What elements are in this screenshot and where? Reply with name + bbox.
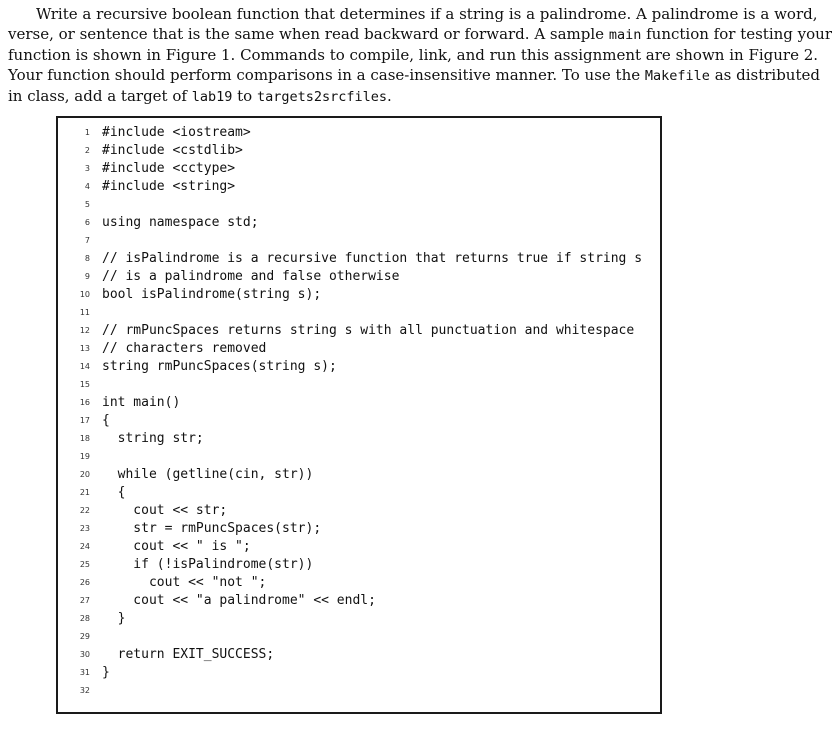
code-line: [72, 448, 658, 466]
code-text: // characters removed: [102, 341, 267, 356]
line-number: 31: [79, 668, 90, 677]
code-line: [72, 142, 658, 160]
line-number: 19: [79, 452, 90, 461]
code-line: [72, 574, 658, 592]
code-text: }: [102, 665, 110, 680]
code-line: [72, 304, 658, 322]
code-text: cout << str;: [102, 503, 228, 518]
inline-code: targets2srcfiles: [256, 89, 387, 105]
code-text: cout << " is ";: [102, 539, 251, 554]
paragraph-text: .: [387, 87, 392, 105]
code-text: // isPalindrome is a recursive function that returns true if string s: [102, 251, 643, 266]
code-line: [72, 430, 658, 448]
code-line: [72, 340, 658, 358]
code-line: [72, 286, 658, 304]
code-text: string rmPuncSpaces(string s);: [102, 359, 337, 374]
code-line: [72, 268, 658, 286]
line-number: 5: [84, 200, 90, 209]
line-number: 11: [79, 308, 90, 317]
code-line: [72, 196, 658, 214]
code-text: cout << "a palindrome" << endl;: [102, 593, 376, 608]
line-number: 1: [84, 128, 90, 137]
code-line: [72, 124, 658, 142]
line-number: 2: [84, 146, 90, 155]
line-number: 3: [84, 164, 90, 173]
code-text: int main(): [102, 395, 181, 410]
paragraph-text: Write a recursive boolean function that determines if a string is a palindrome. A palindrome is a word,: [36, 5, 818, 23]
line-number: 22: [79, 506, 90, 515]
line-number: 26: [79, 578, 90, 587]
paragraph-line: [8, 24, 832, 45]
paragraph-text: as distributed: [709, 66, 820, 84]
code-line: [72, 160, 658, 178]
line-number: 12: [79, 326, 90, 335]
line-number: 9: [84, 272, 90, 281]
code-text: #include <cstdlib>: [102, 143, 243, 158]
code-text: #include <iostream>: [102, 125, 251, 140]
line-number: 24: [79, 542, 90, 551]
code-text: {: [102, 413, 110, 428]
line-number: 28: [79, 614, 90, 623]
inline-code: Makefile: [644, 68, 710, 84]
line-number: 23: [79, 524, 90, 533]
paragraph-text: verse, or sentence that is the same when read backward or forward. A sample: [8, 25, 609, 43]
code-line: [72, 592, 658, 610]
code-line: [72, 664, 658, 682]
code-text: }: [102, 611, 126, 626]
line-number: 18: [79, 434, 90, 443]
code-line: [72, 322, 658, 340]
code-line: [72, 484, 658, 502]
code-line: [72, 412, 658, 430]
line-number: 32: [79, 686, 90, 695]
assignment-description: [8, 4, 832, 107]
line-number: 10: [79, 290, 90, 299]
paragraph-line: [8, 86, 724, 107]
code-text: return EXIT_SUCCESS;: [102, 647, 275, 662]
code-line: [72, 358, 658, 376]
paragraph-text: Your function should perform comparisons in a case-insensitive manner. To use the: [8, 66, 645, 84]
code-text: if (!isPalindrome(str)): [102, 557, 314, 572]
code-line: [72, 628, 658, 646]
line-number: 14: [79, 362, 90, 371]
code-line: [72, 214, 658, 232]
code-line: [72, 610, 658, 628]
code-text: bool isPalindrome(string s);: [102, 287, 322, 302]
code-line: [72, 538, 658, 556]
code-line: [72, 520, 658, 538]
line-number: 7: [84, 236, 90, 245]
code-text: while (getline(cin, str)): [102, 467, 314, 482]
code-line: [72, 646, 658, 664]
paragraph-line: [8, 4, 818, 24]
paragraph-text: to: [232, 87, 257, 105]
line-number: 4: [84, 182, 90, 191]
code-line: [72, 502, 658, 520]
line-number: 8: [84, 254, 90, 263]
paragraph-text: function for testing your: [641, 25, 832, 43]
line-number: 6: [84, 218, 90, 227]
paragraph-line: [8, 65, 820, 86]
line-number: 16: [79, 398, 90, 407]
code-line: [72, 232, 658, 250]
code-text: #include <cctype>: [102, 161, 236, 176]
code-line: [72, 178, 658, 196]
inline-code: lab19: [191, 89, 233, 105]
code-text: #include <string>: [102, 179, 236, 194]
line-number: 13: [79, 344, 90, 353]
code-line: [72, 466, 658, 484]
line-number: 30: [79, 650, 90, 659]
paragraph-line: [8, 45, 819, 65]
code-text: {: [102, 485, 126, 500]
code-text: string str;: [102, 431, 204, 446]
paragraph-text: function is shown in Figure 1. Commands to compile, link, and run this assignment are shown in Figure 2.: [8, 46, 819, 64]
line-number: 25: [79, 560, 90, 569]
code-line: [72, 682, 658, 700]
line-number: 29: [79, 632, 90, 641]
code-text: // is a palindrome and false otherwise: [102, 269, 400, 284]
inline-code: main: [608, 27, 642, 43]
code-line: [72, 250, 658, 268]
paragraph-text: in class, add a target of: [8, 87, 192, 105]
line-number: 27: [79, 596, 90, 605]
code-text: cout << "not ";: [102, 575, 267, 590]
code-line: [72, 394, 658, 412]
line-number: 17: [79, 416, 90, 425]
code-text: using namespace std;: [102, 215, 259, 230]
line-number: 15: [79, 380, 90, 389]
code-listing: [72, 124, 658, 700]
code-text: // rmPuncSpaces returns string s with all punctuation and whitespace: [102, 323, 635, 338]
line-number: 20: [79, 470, 90, 479]
line-number: 21: [79, 488, 90, 497]
code-text: str = rmPuncSpaces(str);: [102, 521, 322, 536]
code-line: [72, 556, 658, 574]
code-line: [72, 376, 658, 394]
